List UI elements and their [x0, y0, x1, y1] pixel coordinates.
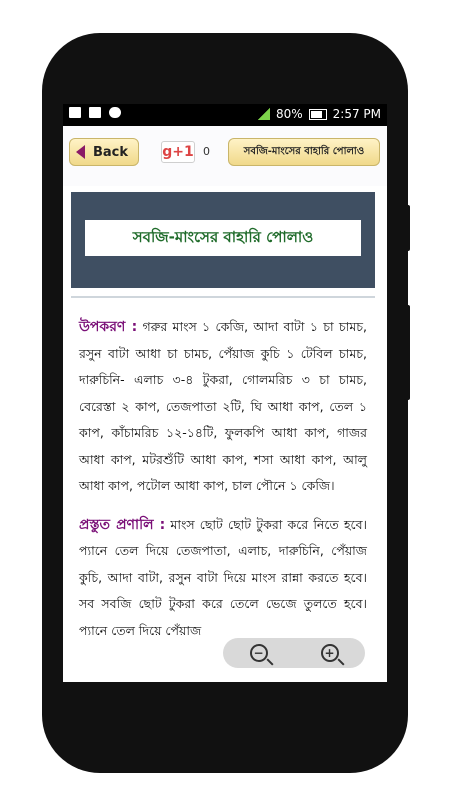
battery-icon [309, 109, 327, 120]
google-plus-count: 0 [203, 145, 210, 158]
zoom-out-button[interactable] [223, 638, 294, 668]
recipe-title-button[interactable]: সবজি-মাংসের বাহারি পোলাও [228, 138, 380, 166]
divider [71, 296, 375, 298]
zoom-in-button[interactable] [294, 638, 365, 668]
method-text: মাংস ছোট ছোট টুকরা করে নিতে হবে। প্যানে তেল দিয়ে তেজপাতা, এলাচ, দারুচিনি, পেঁয়াজ কুচি, আদা বাটা, রসুন বাটা দিয়ে মাংস রান্না করতে হবে। সব সবজি ছোট টুকরা করে তেলে ভেজে তুলতে হবে। প্যানে তেল দিয়ে পেঁয়াজ [79, 516, 367, 638]
mail-icon [89, 107, 101, 118]
title-banner [71, 192, 375, 288]
facebook-icon [69, 107, 81, 118]
back-arrow-icon [76, 145, 85, 159]
zoom-out-icon: − [250, 644, 268, 662]
chat-icon [109, 107, 121, 118]
method-paragraph [79, 512, 367, 645]
zoom-controls [223, 638, 365, 668]
google-plus-button[interactable]: g+1 [161, 141, 195, 163]
back-button[interactable] [69, 138, 139, 166]
method-heading: প্রস্তুত প্রণালি : [79, 516, 166, 533]
clock: 2:57 PM [332, 107, 381, 121]
signal-icon [258, 108, 270, 120]
ingredients-paragraph [79, 314, 367, 500]
power-button [404, 305, 410, 400]
battery-percent: 80% [275, 107, 303, 121]
status-bar [63, 104, 387, 126]
ingredients-heading: উপকরণ : [79, 319, 138, 335]
back-button-label: Back [93, 144, 129, 160]
screen [63, 104, 387, 682]
banner-title: সবজি-মাংসের বাহারি পোলাও [85, 220, 361, 256]
recipe-article [79, 314, 367, 656]
volume-button [404, 205, 410, 251]
ingredients-text: গরুর মাংস ১ কেজি, আদা বাটা ১ চা চামচ, রসুন বাটা আধা চা চামচ, পেঁয়াজ কুচি ১ টেবিল চামচ, দারুচিনি- এলাচ ৩-৪ টুকরা, গোলমরিচ ৩ চা চামচ, বেরেস্তা ২ কাপ, তেজপাতা ২টি, ঘি আধা কাপ, তেল ১ কাপ, কাঁচামরিচ ১২-১৪টি, ফুলকপি আধা কাপ, গাজর আধা কাপ, মটরশুঁটি আধা কাপ, শসা আধা কাপ, আলু আধা কাপ, পটোল আধা কাপ, চাল পৌনে ১ কেজি। [79, 319, 367, 493]
zoom-in-icon: + [321, 644, 339, 662]
